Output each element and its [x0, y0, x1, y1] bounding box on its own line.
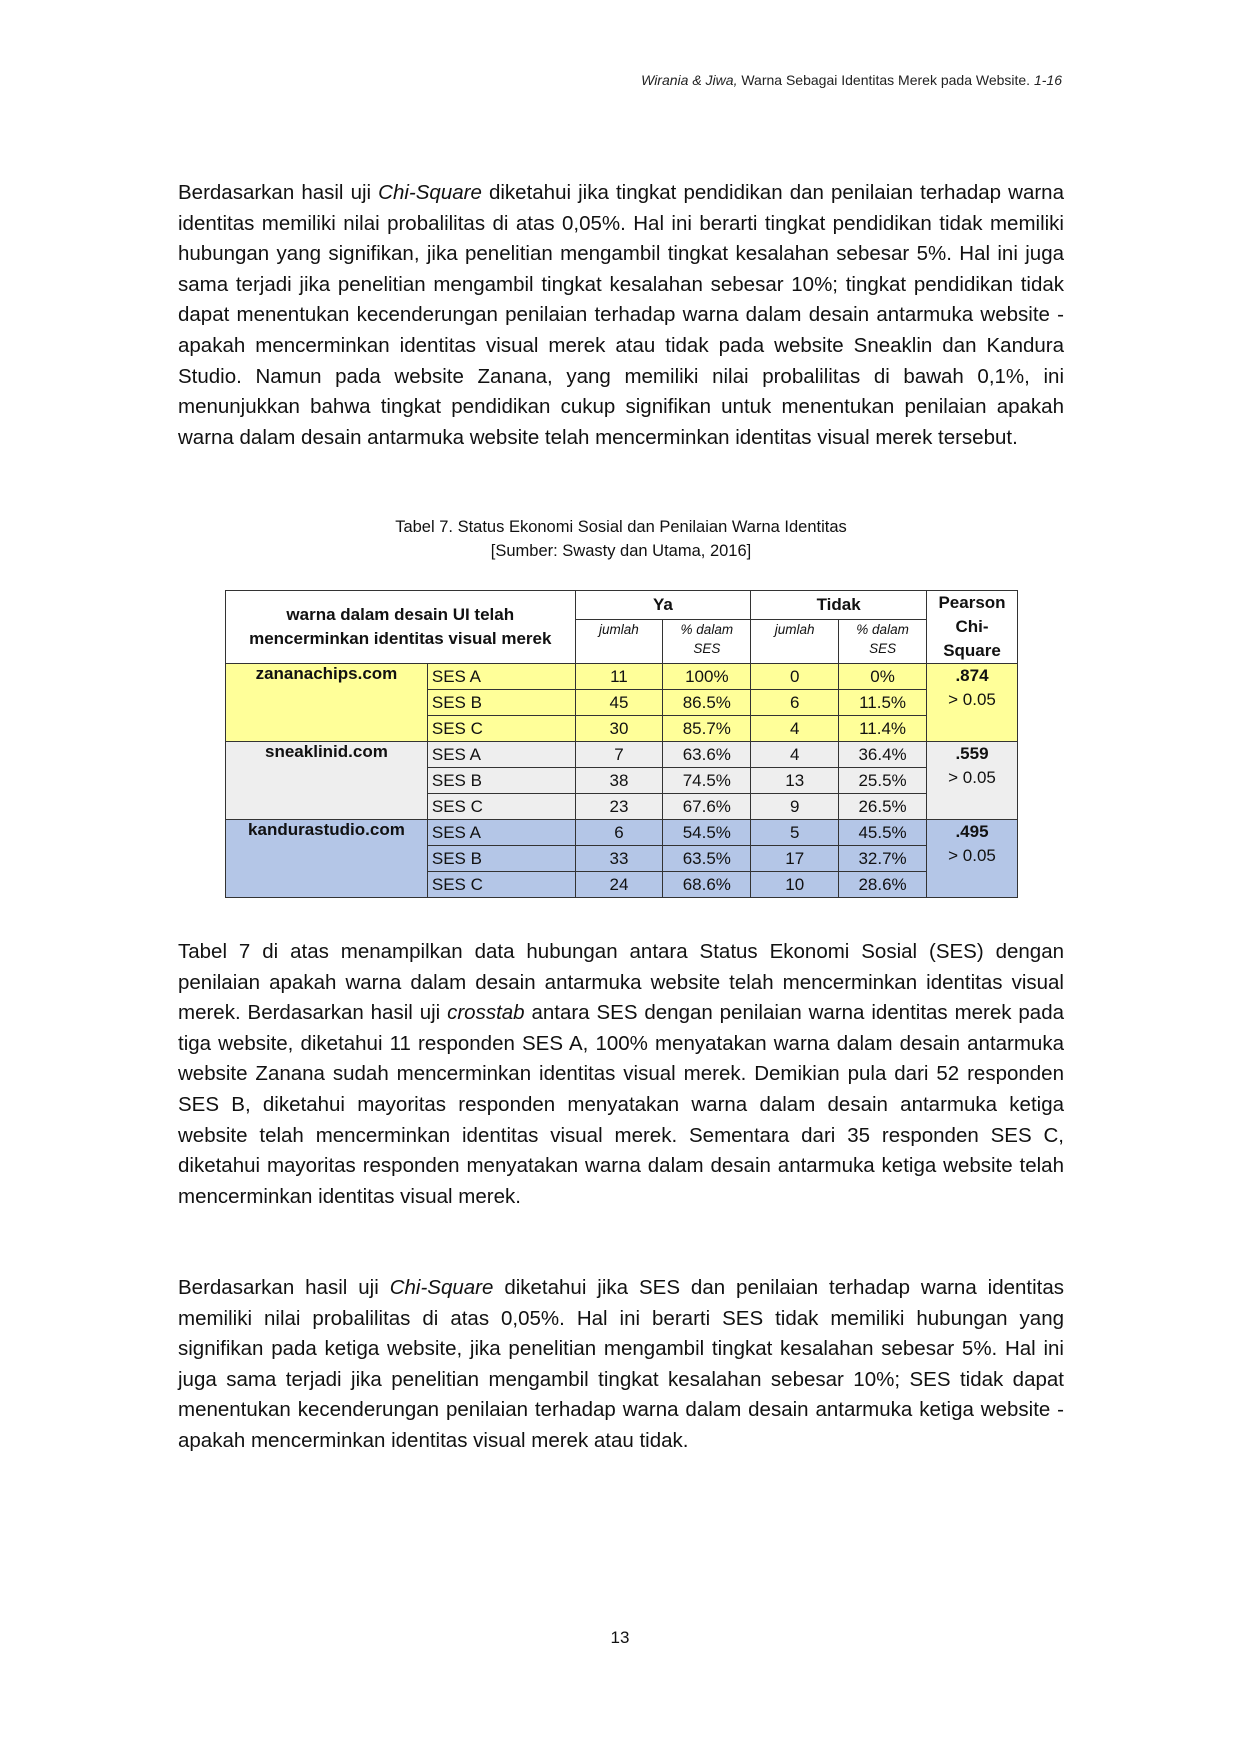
tidak-count: 4	[751, 716, 839, 742]
tidak-percent: 32.7%	[839, 846, 927, 872]
ya-count: 11	[575, 664, 663, 690]
tidak-count: 10	[751, 872, 839, 898]
ya-percent: 54.5%	[663, 820, 751, 846]
tidak-percent: 26.5%	[839, 794, 927, 820]
paragraph-3-text-b: diketahui jika SES dan penilaian terhadap warna identitas memiliki nilai probalilitas di atas 0,05%. Hal ini berarti SES tidak memiliki hubungan yang signifikan pada ketiga website, jika penelitian mengambil tingkat kesalahan sebesar 5%. Hal ini juga sama terjadi jika penelitian mengambil tingkat kesalahan sebesar 10%; SES tidak dapat menentukan kecenderungan penilaian terhadap warna dalam desain antarmuka ketiga website - apakah mencerminkan identitas visual merek atau tidak.	[178, 1276, 1065, 1452]
tidak-percent: 11.4%	[839, 716, 927, 742]
tidak-count: 6	[751, 690, 839, 716]
paragraph-2-term: crosstab	[447, 1001, 525, 1025]
ses-label: SES C	[427, 794, 575, 820]
table-caption-source: [Sumber: Swasty dan Utama, 2016]	[490, 542, 752, 560]
ya-percent: 63.6%	[663, 742, 751, 768]
ya-percent: 86.5%	[663, 690, 751, 716]
ses-color-table	[225, 590, 1018, 898]
table-header-row	[226, 591, 1018, 620]
ya-count: 45	[575, 690, 663, 716]
chi-square-note: > 0.05	[948, 846, 996, 865]
table-row	[226, 820, 1018, 846]
tidak-percent: 11.5%	[839, 690, 927, 716]
chi-square-cell	[927, 664, 1018, 742]
tidak-percent: 36.4%	[839, 742, 927, 768]
chi-square-cell	[927, 742, 1018, 820]
subheader-ya-pct: % dalam SES	[663, 620, 751, 664]
ya-percent: 63.5%	[663, 846, 751, 872]
page-number: 13	[610, 1628, 630, 1647]
subheader-tidak-jumlah: jumlah	[751, 620, 839, 664]
tidak-percent: 28.6%	[839, 872, 927, 898]
ya-percent: 74.5%	[663, 768, 751, 794]
subheader-tidak-pct: % dalam SES	[839, 620, 927, 664]
ses-label: SES B	[427, 768, 575, 794]
header-title: Warna Sebagai Identitas Merek pada Website.	[741, 72, 1031, 88]
chi-square-cell	[927, 820, 1018, 898]
paragraph-1	[178, 178, 1064, 453]
ses-label: SES C	[427, 872, 575, 898]
ya-count: 33	[575, 846, 663, 872]
ya-count: 24	[575, 872, 663, 898]
tidak-count: 0	[751, 664, 839, 690]
ses-label: SES C	[427, 716, 575, 742]
chi-square-value: .559	[955, 744, 989, 763]
header-ya: Ya	[575, 591, 751, 620]
site-name: zananachips.com	[226, 664, 428, 742]
ses-label: SES A	[427, 664, 575, 690]
paragraph-1-text-b: diketahui jika tingkat pendidikan dan penilaian terhadap warna identitas memiliki nilai probalilitas di atas 0,05%. Hal ini berarti tingkat pendidikan tidak memiliki hubungan yang signifikan, jika penelitian mengambil tingkat kesalahan sebesar 5%. Hal ini juga sama terjadi jika penelitian mengambil tingkat kesalahan sebesar 10%; tingkat pendidikan tidak dapat menentukan kecenderungan penilaian terhadap warna dalam desain antarmuka website - apakah mencerminkan identitas visual merek atau tidak pada website Sneaklin dan Kandura Studio. Namun pada website Zanana, yang memiliki nilai probalilitas di bawah 0,1%, ini menunjukkan bahwa tingkat pendidikan cukup signifikan untuk menentukan penilaian apakah warna dalam desain antarmuka website telah mencerminkan identitas visual merek tersebut.	[178, 181, 1064, 449]
header-tidak: Tidak	[751, 591, 927, 620]
chi-square-note: > 0.05	[948, 768, 996, 787]
ses-label: SES B	[427, 690, 575, 716]
tidak-count: 5	[751, 820, 839, 846]
paragraph-2-text-b: antara SES dengan penilaian warna identitas merek pada tiga website, diketahui 11 responden SES A, 100% menyatakan warna dalam desain antarmuka website Zanana sudah mencerminkan identitas visual merek. Demikian pula dari 52 responden SES B, diketahui mayoritas responden menyatakan warna dalam desain antarmuka ketiga website telah mencerminkan identitas visual merek. Sementara dari 35 responden SES C, diketahui mayoritas responden menyatakan warna dalam desain antarmuka ketiga website telah mencerminkan identitas visual merek.	[178, 1001, 1065, 1208]
tidak-percent: 45.5%	[839, 820, 927, 846]
table-caption-title: Tabel 7. Status Ekonomi Sosial dan Penilaian Warna Identitas	[395, 518, 847, 536]
paragraph-2	[178, 937, 1064, 1212]
paragraph-3-term: Chi-Square	[389, 1276, 494, 1299]
header-pages: 1-16	[1033, 72, 1062, 88]
ses-label: SES A	[427, 820, 575, 846]
running-header	[641, 72, 1062, 88]
table-caption	[178, 515, 1064, 563]
paragraph-3	[178, 1273, 1064, 1457]
subheader-ya-jumlah: jumlah	[575, 620, 663, 664]
tidak-count: 13	[751, 768, 839, 794]
tidak-percent: 25.5%	[839, 768, 927, 794]
table-row	[226, 742, 1018, 768]
ses-label: SES B	[427, 846, 575, 872]
ya-percent: 68.6%	[663, 872, 751, 898]
chi-square-value: .495	[955, 822, 989, 841]
paragraph-1-term: Chi-Square	[378, 181, 482, 204]
ya-count: 7	[575, 742, 663, 768]
ya-percent: 100%	[663, 664, 751, 690]
header-chi: Pearson Chi-Square	[927, 591, 1018, 664]
header-authors: Wirania & Jiwa,	[641, 72, 738, 88]
ya-count: 38	[575, 768, 663, 794]
paragraph-3-text-a: Berdasarkan hasil uji	[178, 1276, 390, 1299]
paragraph-2-text-a: Tabel 7 di atas menampilkan data hubungan antara Status Ekonomi Sosial (SES) dengan penilaian apakah warna dalam desain antarmuka website telah mencerminkan identitas visual merek. Berdasarkan hasil uji	[178, 940, 1064, 1025]
tidak-count: 4	[751, 742, 839, 768]
site-name: sneaklinid.com	[226, 742, 428, 820]
chi-square-note: > 0.05	[948, 690, 996, 709]
tidak-count: 9	[751, 794, 839, 820]
paragraph-1-text-a: Berdasarkan hasil uji	[178, 181, 379, 204]
ya-count: 30	[575, 716, 663, 742]
ya-percent: 85.7%	[663, 716, 751, 742]
site-name: kandurastudio.com	[226, 820, 428, 898]
tidak-count: 17	[751, 846, 839, 872]
tidak-percent: 0%	[839, 664, 927, 690]
ya-percent: 67.6%	[663, 794, 751, 820]
ya-count: 6	[575, 820, 663, 846]
table-body	[226, 664, 1018, 898]
table-row	[226, 664, 1018, 690]
chi-square-value: .874	[955, 666, 989, 685]
header-main: warna dalam desain UI telah mencerminkan identitas visual merek	[226, 591, 576, 664]
ya-count: 23	[575, 794, 663, 820]
ses-label: SES A	[427, 742, 575, 768]
